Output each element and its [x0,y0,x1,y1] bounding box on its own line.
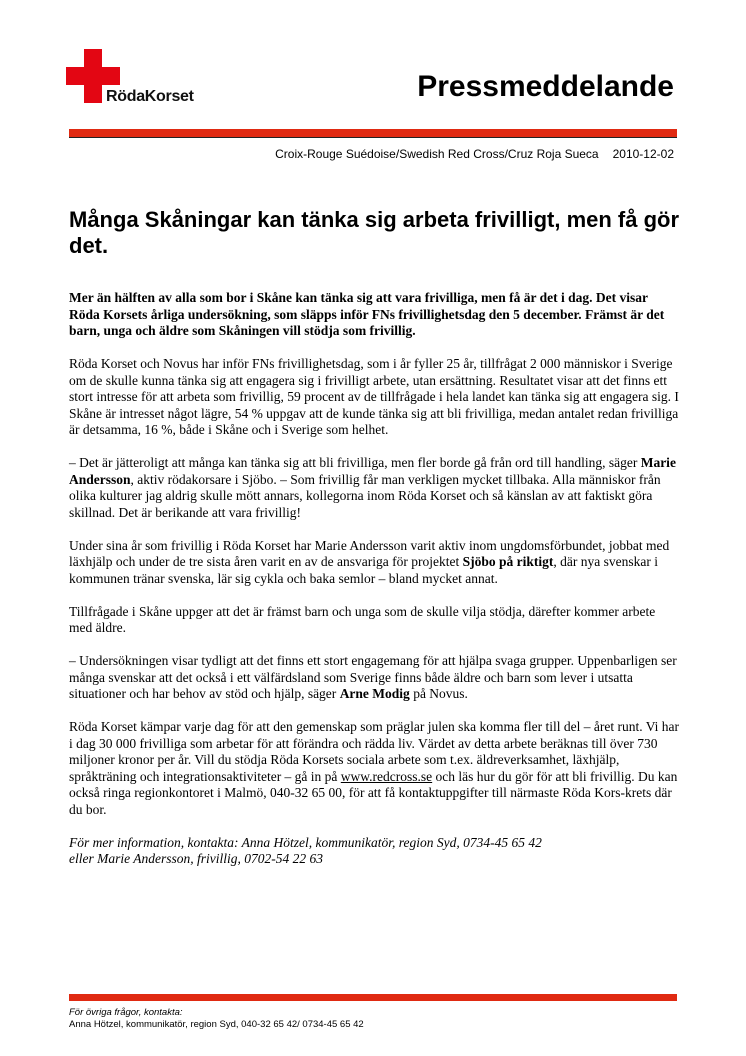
header-red-rule [69,129,677,137]
paragraph-text: och läs hur du gör för att bli frivillig. Du kan också ringa regionkontoret i Malmö, 040-32 65 00, för att få kontaktuppgifter till närmaste Röda Kors-krets där du bor. [69,768,678,817]
footer [69,1007,364,1030]
headline: Många Skåningar kan tänka sig arbeta frivilligt, men få gör det. [69,207,680,258]
organization-line [275,147,674,161]
quote-text: – Undersökningen visar tydligt att det finns ett stort engagemang för att hjälpa svaga grupper. Uppenbarligen ser många svenskar att det också i ett välfärdsland som Sverige finns både äldre och barn som lever i utsatta situationer och har behov av stöd och hjälp, säger [69,653,677,701]
person-name: Arne Modig [339,686,410,701]
header-thin-rule [69,137,677,138]
paragraph-quote-marie [69,455,681,521]
footer-red-rule [69,994,677,1001]
organization-names: Croix-Rouge Suédoise/Swedish Red Cross/Cruz Roja Sueca [275,147,599,161]
project-name: Sjöbo på riktigt [462,554,554,569]
paragraph-project [69,538,681,588]
lead-paragraph: Mer än hälften av alla som bor i Skåne kan tänka sig att vara frivilliga, men få är det i dag. Det visar Röda Korsets årliga undersökning, som släpps inför FNs frivillighetsdag den 5 december. Främst är det barn, unga och äldre som Skåningen vill stödja som frivillig. [69,290,665,338]
rodakorset-logo [66,49,216,105]
release-date: 2010-12-02 [612,147,674,161]
paragraph-target-groups: Tillfrågade i Skåne uppger att det är främst barn och unga som de skulle vilja stödja, därefter kommer arbete med äldre. [69,603,656,635]
paragraph-text: Under sina år som frivillig i Röda Korset har Marie Andersson varit aktiv inom ungdomsförbundet, jobbat med läxhjälp och under de tre sista åren varit en av de ansvariga för projektet [69,537,670,569]
red-cross-icon-bar [66,67,120,85]
quote-text: – Det är jätteroligt att många kan tänka sig att bli frivilliga, men fler borde gå från ord till handling, säger [69,455,641,470]
contact-info [69,835,681,868]
person-name: Marie Andersson [69,455,676,487]
paragraph-call-to-action [69,719,681,818]
footer-title: För övriga frågor, kontakta: [69,1007,183,1018]
document-type-title: Pressmeddelande [417,70,674,103]
logo-text: RödaKorset [106,88,194,105]
paragraph-survey: Röda Korset och Novus har inför FNs frivillighetsdag, som i år fyller 25 år, tillfrågat 2 000 människor i Sverige om de skulle kunna tänka sig att engagera sig i frivilligt arbete, utan ersättning. Resultatet visar att det finns ett stort intresse för att arbeta som frivillig, 59 procent av de tillfrågade i hela landet kan tänka sig att engagera sig. I Skåne är intresset något lägre, 54 % uppgav att de kunde tänka sig att bli frivilliga, medan antalet redan frivilliga är detsamma, 16 %, både i Skåne och i Sverige som helhet. [69,356,679,437]
contact-line-1: För mer information, kontakta: Anna Hötzel, kommunikatör, region Syd, 0734-45 65 42 [69,834,542,850]
paragraph-quote-arne [69,653,681,703]
quote-text: på Novus. [409,686,468,701]
paragraph-text: , där nya svenskar i kommunen tränar svenska, lär sig cykla och baka semlor – bland mycket annat. [69,554,658,586]
redcross-link[interactable]: www.redcross.se [340,768,433,784]
paragraph-text: Röda Korset kämpar varje dag för att den gemenskap som präglar julen ska komma fler till del – året runt. Vi har i dag 30 000 frivilliga som arbetar för att förändra och rädda liv. Värdet av detta arbete beräknas till över 730 miljoner kronor per år. Vill du stödja Röda Korsets sociala arbete som t.ex. äldreverksamhet, läxhjälp, språkträning och integrationsaktiviteter – gå in på [69,719,679,784]
contact-line-2: eller Marie Andersson, frivillig, 0702-54 22 63 [69,851,323,866]
article-body [69,290,681,884]
quote-text: , aktiv rödakorsare i Sjöbo. – Som frivillig får man verkligen mycket tillbaka. Alla människor från olika kulturer jag aldrig skulle mött annars, kollegorna inom Röda Korset och så känslan av att faktiskt göra skillnad. Det är berikande att vara frivillig! [69,471,661,520]
footer-contact: Anna Hötzel, kommunikatör, region Syd, 040-32 65 42/ 0734-45 65 42 [69,1018,364,1030]
